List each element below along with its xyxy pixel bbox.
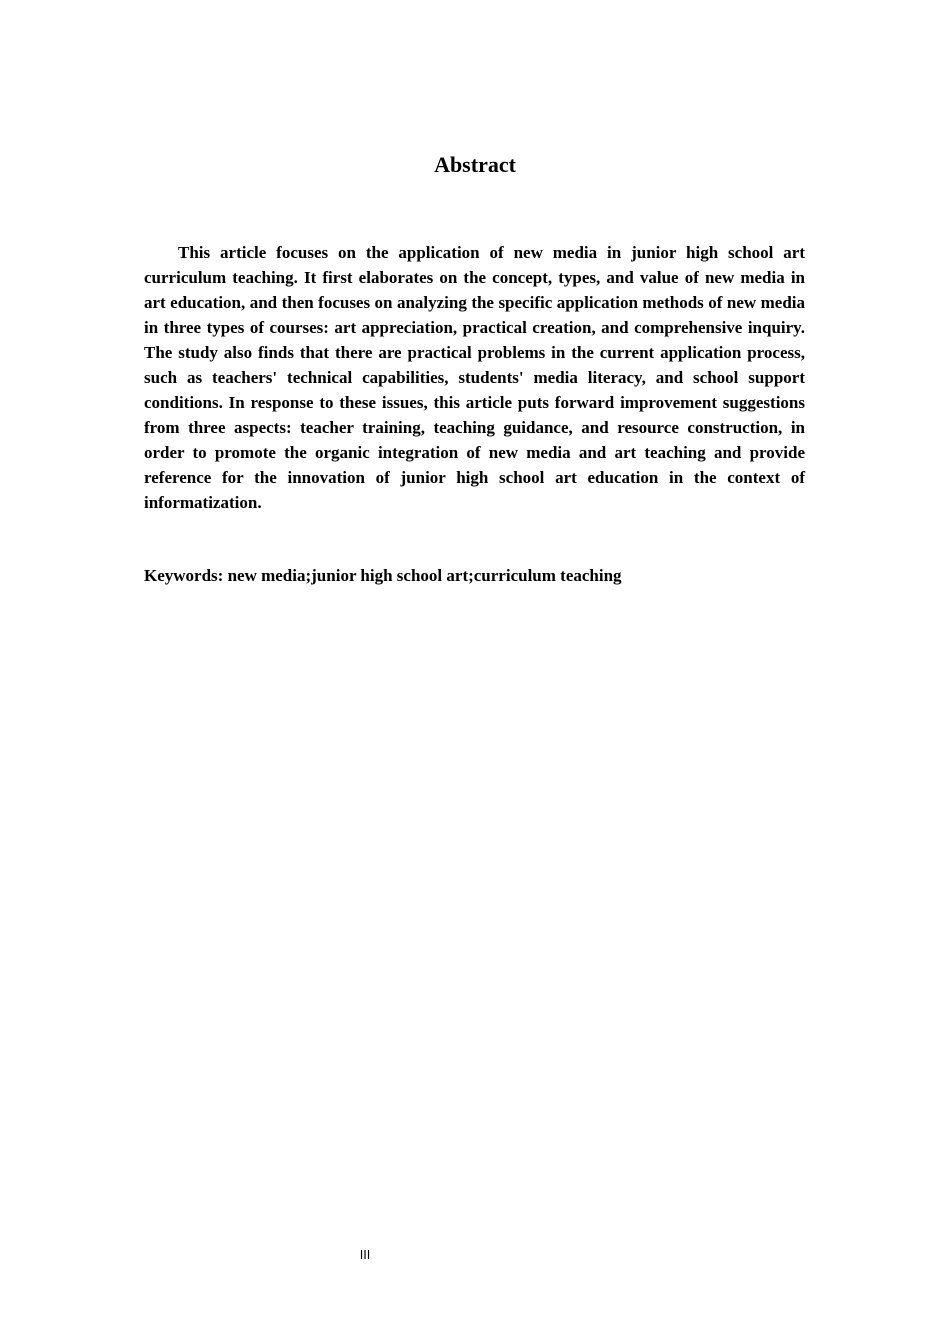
abstract-paragraph: This article focuses on the application of new media in junior high school art curriculum teaching. It first elaborates on the concept, types, and value of new media in art education, and then focuses on analyzing the specific application methods of new media in three types of courses: art appreciation, practical creation, and comprehensive inquiry. The study also finds that there are practical problems in the current application process, such as teachers' technical capabilities, students' media literacy, and school support conditions. In response to these issues, this article puts forward improvement suggestions from three aspects: teacher training, teaching guidance, and resource construction, in order to promote the organic integration of new media and art teaching and provide reference for the innovation of junior high school art education in the context of informatization. (144, 243, 805, 512)
keywords-line: Keywords: new media;junior high school art;curriculum teaching (144, 566, 622, 585)
abstract-title: Abstract (434, 152, 516, 177)
page-number: III (359, 1248, 371, 1262)
